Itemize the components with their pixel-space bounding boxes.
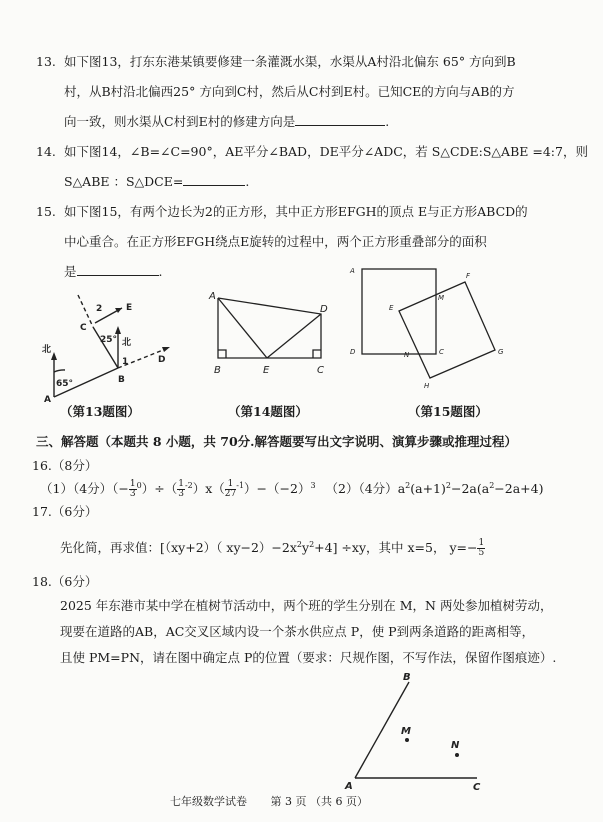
- fig13-caption: （第13题图）: [60, 404, 140, 419]
- q16-frac-2-num: 1: [178, 479, 184, 490]
- fig18-point-n: [455, 753, 459, 757]
- figure-18: [335, 668, 495, 793]
- q13-line3: [64, 113, 389, 131]
- fig15-label-g: G: [498, 348, 504, 356]
- fig13-arrowhead-b: [115, 326, 121, 334]
- fig18-label-n: N: [451, 740, 460, 751]
- q16-frac-1-den: 3: [129, 489, 136, 500]
- fig18-label-b: B: [403, 672, 411, 683]
- footer-total: （共 6 页）: [310, 795, 368, 808]
- q16-div-text: ）÷（: [141, 481, 178, 497]
- figure-15: [342, 260, 517, 395]
- q17-frac-den: 5: [478, 548, 485, 559]
- fig15-label-c: C: [439, 348, 444, 356]
- fig18-point-m: [405, 738, 409, 742]
- q15-end: .: [158, 264, 163, 279]
- q17-number: 17.: [32, 504, 52, 519]
- q17-text-b: y: [302, 540, 310, 556]
- q16-tail-text: ）−（−2）: [244, 481, 311, 497]
- q18-line1: 2025 年东港市某中学在植树节活动中，两个班的学生分别在 M，N 两处参加植树劳动，: [60, 598, 553, 613]
- q16-exp-3: 3: [310, 481, 316, 490]
- q16-exp-m1: -1: [236, 481, 245, 490]
- q17-exp-b: 2: [309, 540, 315, 549]
- fig13-label-b: B: [118, 375, 125, 385]
- q16-score: （8分）: [51, 458, 98, 473]
- q16-expression: [40, 473, 543, 502]
- q13-answer-blank[interactable]: [295, 113, 385, 126]
- q15-answer-blank[interactable]: [77, 263, 159, 276]
- fig13-arrowhead-a: [51, 352, 57, 360]
- footer-subject: 七年级数学试卷: [170, 795, 247, 808]
- q16-frac-3-num: 1: [225, 480, 236, 490]
- fig14-quadrilateral: [218, 298, 321, 358]
- q18-line3: 且使 PM=PN，请在图中确定点 P的位置（要求：尺规作图，不写作法，保留作图痕迹）.: [60, 650, 557, 665]
- fig13-label-d: D: [158, 355, 166, 365]
- q17-exp-a: 2: [296, 540, 302, 549]
- q16-p1-times: [185, 481, 225, 496]
- q15-line3-text: 是: [64, 264, 77, 279]
- figure-14: [205, 286, 335, 381]
- fig13-line-cb: [93, 327, 118, 368]
- q14-line2-text: S△ABE ：S△DCE=: [64, 174, 184, 189]
- fig14-line-ae: [218, 298, 267, 358]
- fig15-label-h: H: [424, 382, 430, 390]
- q14-number: 14.: [36, 144, 56, 159]
- figure-13: [40, 290, 180, 405]
- fig15-label-n: N: [404, 351, 410, 359]
- q16-part2-label: （2）（4分）: [325, 481, 398, 497]
- q15-line1: 如下图15，有两个边长为2的正方形，其中正方形EFGH的顶点 E与正方形ABCD的: [64, 204, 528, 219]
- q18-line2: 现要在道路的AB，AC交叉区域内设一个茶水供应点 P，使 P到两条道路的距离相等，: [60, 624, 535, 639]
- q18-header: [32, 573, 97, 591]
- fig18-label-c: C: [473, 782, 481, 793]
- q16-frac-3-den: 27: [224, 489, 237, 500]
- fig13-label-25: 25°: [100, 335, 118, 345]
- q16-exp-m2: -2: [184, 481, 193, 490]
- q17-header: [32, 503, 97, 521]
- q13-line2: 村，从B村沿北偏西25° 方向到C村，然后从C村到E村。已知CE的方向与AB的方: [64, 84, 515, 99]
- q13-line3-text: 向一致，则水渠从C村到E村的修建方向是: [64, 114, 296, 129]
- q15-line3: [64, 263, 163, 281]
- q16-frac-1: [129, 480, 137, 499]
- q17-text-c: +4] ÷xy，其中 x=5， y=−: [314, 540, 478, 556]
- fig13-arrowhead-e: [115, 308, 122, 313]
- fig13-label-e: E: [126, 303, 133, 313]
- q16-p1-div: [137, 481, 178, 496]
- q13-line1: 如下图13，打东东港某镇要修建一条灌溉水渠，水渠从A村沿北偏东 65° 方向到B: [64, 54, 516, 69]
- q16-p2-exp-b: 2: [445, 481, 451, 490]
- q16-frac-1-num: 1: [129, 479, 136, 490]
- q16-number: 16.: [32, 458, 52, 473]
- fig15-label-m: M: [438, 294, 445, 302]
- q16-p2-a: a: [397, 481, 406, 497]
- q17-score: （6分）: [51, 504, 98, 519]
- q16-exp-0: 0: [136, 481, 142, 490]
- fig13-angle-arc-65: [54, 370, 65, 372]
- q17-text-a: 先化简，再求值：[（xy+2）（ xy−2）−2x: [60, 540, 297, 556]
- q14-end: .: [245, 174, 250, 189]
- fig15-label-e: E: [389, 304, 394, 312]
- page-footer: [170, 793, 368, 811]
- q15-line2: 中心重合。在正方形EFGH绕点E旋转的过程中，两个正方形重叠部分的面积: [64, 234, 487, 249]
- fig14-label-d: D: [320, 304, 328, 315]
- q14-line1: 如下图14，∠B=∠C=90°，AE平分∠BAD，DE平分∠ADC，若 S△CDE:S△ABE =4:7，则: [64, 144, 588, 159]
- q16-p2-end: −2a+4): [494, 481, 544, 497]
- footer-page: 第 3 页: [270, 795, 307, 808]
- fig13-label-north-right: 北: [122, 338, 132, 348]
- q17-frac-num: 1: [478, 538, 485, 549]
- fig15-label-f: F: [466, 272, 471, 280]
- q14-answer-blank[interactable]: [183, 173, 245, 186]
- fig13-label-north-left: 北: [42, 345, 52, 355]
- q18-number: 18.: [32, 574, 52, 589]
- q16-p1-open: （−: [112, 481, 129, 497]
- q16-frac-3: [225, 480, 236, 499]
- q16-p2-tail: −2a(a: [450, 481, 490, 497]
- q14-line2: [64, 173, 249, 191]
- q16-part2: [398, 481, 544, 496]
- q16-p1-tail: [236, 481, 315, 496]
- fig13-label-1: 1: [122, 357, 129, 367]
- q16-frac-2-den: 3: [178, 489, 184, 500]
- q13-end: .: [385, 114, 390, 129]
- fig15-square-efgh: [399, 282, 495, 378]
- q18-score: （6分）: [51, 574, 98, 589]
- fig14-label-e: E: [263, 365, 270, 376]
- q17-frac: [477, 539, 485, 558]
- fig14-label-b: B: [214, 365, 221, 376]
- fig13-label-65: 65°: [56, 379, 74, 389]
- q13-number: 13.: [36, 54, 56, 69]
- fig13-label-c: C: [80, 323, 87, 333]
- fig13-label-2: 2: [96, 304, 103, 314]
- fig18-label-a: A: [345, 781, 353, 792]
- fig14-right-angle-c: [313, 350, 321, 358]
- q16-p2-mid: (a+1): [410, 481, 446, 497]
- fig15-label-a: A: [350, 267, 355, 275]
- fig13-label-a: A: [44, 395, 51, 405]
- q15-number: 15.: [36, 204, 56, 219]
- q16-p2-exp-c: 2: [489, 481, 495, 490]
- fig18-label-m: M: [401, 726, 411, 737]
- fig15-caption: （第15题图）: [408, 404, 488, 419]
- fig13-arrowhead-d: [162, 347, 170, 352]
- fig14-caption: （第14题图）: [228, 404, 308, 419]
- q16-part1-label: （1）（4分）: [40, 481, 113, 497]
- fig14-label-c: C: [317, 365, 324, 376]
- fig14-label-a: A: [209, 291, 216, 302]
- fig14-right-angle-b: [218, 350, 226, 358]
- q16-frac-2: [177, 480, 185, 499]
- q16-times-text: ）x（: [192, 481, 225, 497]
- section-3-heading: 三、解答题（本题共 8 小题，共 70分.解答题要写出文字说明、演算步骤或推理过程）: [36, 434, 518, 449]
- q17-expression: [60, 532, 485, 561]
- q16-p2-exp-a: 2: [405, 481, 411, 490]
- fig15-label-d: D: [350, 348, 356, 356]
